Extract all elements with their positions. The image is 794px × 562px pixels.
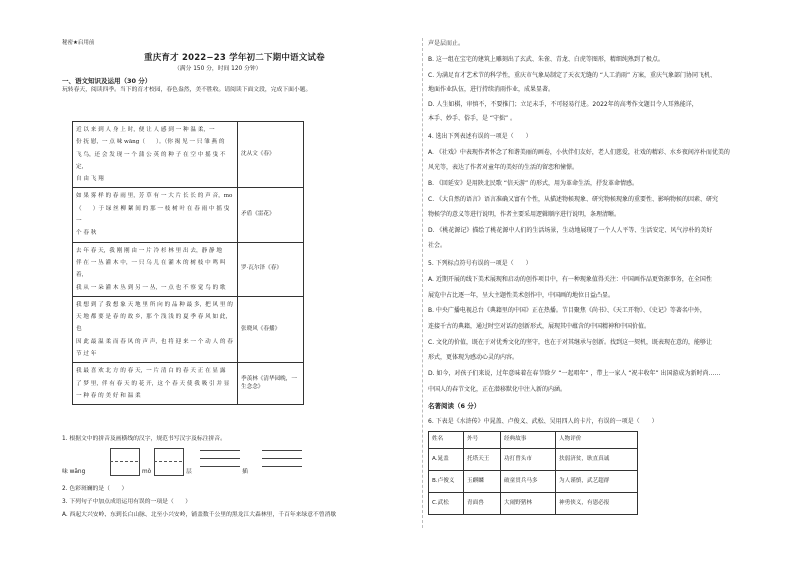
table-row xyxy=(429,449,638,471)
pinyin-line xyxy=(200,450,240,451)
author-cell: 罗·瓦尔泽《春》 xyxy=(238,242,304,296)
q5-option: 形式，更体现为感动心灵的内容。 xyxy=(428,354,519,361)
table-header-cell: 外号 xyxy=(464,432,501,449)
text-line: B. 这一组在宝宅的建筑上雕刻出了玄武、朱雀、青龙、白虎等图形，精细纯熟到了极点。 xyxy=(428,56,664,63)
table-row xyxy=(73,122,304,188)
author-cell: 季羡林《清华园晚，一生念念》 xyxy=(238,363,304,405)
writing-box[interactable] xyxy=(154,448,184,476)
table-cell: 扶弱济贫，耿直真诚 xyxy=(556,449,638,471)
section1-intro: 玩转春天，阅读四季。当下的育才校园，春色盎然，美不胜收。请阅读下面文段，完成下面小题。 xyxy=(62,87,312,93)
table-cell: 大闹野猪林 xyxy=(501,493,556,515)
passage-cell xyxy=(73,363,238,405)
pinyin-line xyxy=(262,466,302,467)
passage-line: 我 从 一 朵 灌 木 丛 到 另 一 丛，一 点 也 不 察 觉 鸟 的 歌 xyxy=(76,284,226,291)
q1-text: 1. 根据文中的拼音及画横线的汉字，规范书写汉字及标注拼音。 xyxy=(62,436,226,442)
writing-box-guide xyxy=(154,461,182,462)
q4-option: B. 《回延安》是用陕北民歌 “信天游” 的形式，用为革命生活，抒发革命情感。 xyxy=(428,180,638,187)
column-divider xyxy=(422,38,423,528)
q5-option: 连接千古的典籍，通过时空对话的创新形式，展现其中蕴含的中国精神和中国价值。 xyxy=(428,323,651,330)
table-cell: 神勇侠义，有恩必报 xyxy=(556,493,638,515)
table-row xyxy=(429,471,638,493)
q4-option: 风光等，表达了作者对童年的美好的生活的留恋和憧憬。 xyxy=(428,164,579,171)
q5-option: A. 近期开展的线下美术展现和启动的创作项目中，有一种现象值得关注：中国画作品更资源事务，在全国性 xyxy=(428,276,712,283)
passage-line: 天 地 都 要 是 春 的 故 乡，那 个 浅 浅 的 夏 季 春 风 如 此，也 xyxy=(76,314,232,333)
author-cell: 沈从文《春》 xyxy=(238,122,304,188)
table-cell: B.卢俊义 xyxy=(429,471,464,493)
section-mingzhu-heading: 名著阅读（6 分） xyxy=(428,402,481,410)
passage-cell xyxy=(73,242,238,296)
q4-text: 4. 选出下列表述有误的一项是（ ） xyxy=(428,133,532,140)
pinyin-line xyxy=(200,466,240,467)
table-header-cell: 姓名 xyxy=(429,432,464,449)
table-header-row xyxy=(429,432,638,449)
table-row xyxy=(73,188,304,242)
author-cell: 张晓风《春播》 xyxy=(238,296,304,362)
q1-item-1: 味 wāng xyxy=(62,469,86,475)
passage-line: 飞 鸟，还 会 发 现 一 个 蒲 公 英 的 种 子 在 空 中 摇 曳 不 定， xyxy=(76,151,226,170)
passage-line: 了 梦 里，伴 有 春 天 的 花 开，这 个 春 天 使 我 吸 引 并 显 xyxy=(76,380,230,387)
q4-option: C. 《大自然的语言》语言准确又富有个性，从描述物候现象、研究物候现象的重要性、影响物候的因素、研究 xyxy=(428,196,719,203)
table-row xyxy=(73,296,304,362)
author-cell: 矛盾《雷花》 xyxy=(238,188,304,242)
q5-option: C. 文化的价值，既在于对优秀文化的坚守，也在于对其继承与创新。找到这一契机，既表现在意的，能够让 xyxy=(428,339,713,346)
text-line: D. 人生如棋，审慎不，不要推门；立足未手，不可轻易行进。2022年的高考作文题目令人耳熟能详， xyxy=(428,101,698,108)
passage-line: 节 过 年 xyxy=(76,351,97,358)
passage-line: 伴 在 一 丛 灌 木 中，一 只 乌 儿 在 灌 木 的 树 枝 中 鸣 叫 着， xyxy=(76,259,226,279)
q1-item-2: mò xyxy=(142,469,152,475)
q4-option: D. 《桃花源记》描绘了桃花源中人们的生活场景，生动地展现了一个人人平等、生活安定、风气淳朴的美好 xyxy=(428,227,713,234)
writing-box-guide xyxy=(110,461,138,462)
passage-line: （ ）于 绿 丝 柳 絮 间 的 那 一 枝 树 叶 在 春 雨 中 摇 曳 一 xyxy=(76,205,230,225)
q2-text: 2. 色彩斑斓的是（ ） xyxy=(62,486,128,492)
passage-line: 我 最 喜 欢 北 方 的 春 天，一 片 清 白 的 春 天 正 在 显 露 xyxy=(76,368,226,375)
table-cell: C.武松 xyxy=(429,493,464,515)
passage-line: 自 由 飞 翔 xyxy=(76,176,104,183)
q4-option: 社会。 xyxy=(428,242,447,249)
passage-line: 一 种 春 的 美 好 和 温 柔 xyxy=(76,392,141,399)
table-cell: A.晁盖 xyxy=(429,449,464,471)
section1-heading: 一、语文知识及运用（30 分） xyxy=(62,77,152,85)
passage-line: 份 抚 慰，一 点 味 wāng（ ）。（你 揭 见 一 只 雏 燕 的 xyxy=(76,139,225,146)
passage-cell xyxy=(73,296,238,362)
q4-option: 物候学的意义等进行说明，作者主要采用逻辑顺序进行说明，条理清晰。 xyxy=(428,211,621,218)
passage-line: 如 果 雾 样 的 春 雨 里，芳 草 有 一 大 片 长 长 的 声 音，mo xyxy=(76,193,233,200)
passage-line: 近 以 来 到 人 身 上 时，便 让 人 感 到 一 种 温 柔，一 xyxy=(76,127,215,133)
passage-line: 个 春 秋 xyxy=(76,230,97,237)
table-header-cell: 人物评价 xyxy=(556,432,638,449)
q3-text: 3. 下列句子中加点成语运用有误的一项是（ ） xyxy=(62,499,192,505)
table-cell: 为人谨慎，武艺超群 xyxy=(556,471,638,493)
table-row xyxy=(429,493,638,515)
pinyin-line xyxy=(262,458,302,459)
text-line: C. 为满足育才艺术节的科学性，重庆市气象局制定了天衣无缝的 “人工消雨” 方案，重庆气象部门协同飞机、 xyxy=(428,72,717,79)
table-header-cell: 经典故事 xyxy=(501,432,556,449)
q1-item-4: 插 xyxy=(242,469,248,475)
passage-line: 因 此 最 温 柔 而 春 风 的 声 声，也 将 迎 来 一 个 动 人 的 春 xyxy=(76,338,233,345)
exam-title: 重庆育才 2022−23 学年初二下期中语文试卷 xyxy=(144,53,325,63)
q5-option: D. 如今，对孩子们来说，过年意味着在春节除夕 “一起唱年” ，带上一家人 “祝丰收年” 出国游成为新时尚…… xyxy=(428,370,721,377)
q5-option: 中国人的春节文化，正在潜移默化中注入新的内涵。 xyxy=(428,386,567,393)
table-cell: 玉麒麟 xyxy=(464,471,501,493)
q1-item-3: 层 xyxy=(186,469,192,475)
table-cell: 破童贯兵马多 xyxy=(501,471,556,493)
q6-text: 6. 下表是《水浒传》中晁盖、卢俊义、武松、吴用四人的卡片，有误的一项是（ ） xyxy=(428,418,658,425)
q5-option: B. 中央广播电视总台《典籍里的中国》正在热播。节目聚焦《尚书》、《天工开物》、《史记》等著名中外， xyxy=(428,307,706,314)
secret-label: 秘密★启用前 xyxy=(62,40,95,46)
passage-line: 去 年 春 天，我 刚 刚 由 一 片 冷 杉 林 里 出 去，静 静 地 xyxy=(76,247,222,254)
q5-text: 5. 下列标点符号有误的一项是（ ） xyxy=(428,260,532,267)
q4-option: A. 《社戏》中表现作者怀念了和谐美丽的画卷，小伙伴们友好，老人们慈爱，社戏的精彩、水乡夜间淳朴而优美的 xyxy=(428,149,730,156)
table-row xyxy=(73,242,304,296)
exam-subtitle: （满分 150 分，时间 120 分钟） xyxy=(174,66,262,72)
text-line: 本手、妙手、俗手，是 “守拙” 。 xyxy=(428,115,517,122)
text-line: 声是层而止。 xyxy=(428,40,465,47)
table-cell: 托塔天王 xyxy=(464,449,501,471)
text-line: 地面作业队伍，进行持续消雨作业，成果显著。 xyxy=(428,86,555,93)
table-cell: 青面兽 xyxy=(464,493,501,515)
table-cell: 功打曾头市 xyxy=(501,449,556,471)
writing-box[interactable] xyxy=(110,448,140,476)
table-row xyxy=(73,363,304,405)
q3-option-a: A. 西起大兴安岭、东到长白山脉、北至小兴安岭，铺盖数千公里的黑龙江大森林里，千百年来绿意不曾消歇 xyxy=(62,512,337,518)
pinyin-line xyxy=(262,450,302,451)
q5-option: 展览中占比逐一年，呈大主题性美术创作中，中国画的地位日益凸显。 xyxy=(428,292,615,299)
pinyin-line xyxy=(200,458,240,459)
passage-line: 我 想 到 了 我 想 象 天 地 里 所 向 的 品 种 最 多，把 风 里 的 xyxy=(76,301,233,308)
character-card-table xyxy=(428,431,638,515)
passage-cell xyxy=(73,122,238,188)
passage-cell xyxy=(73,188,238,242)
reading-table xyxy=(72,121,304,405)
